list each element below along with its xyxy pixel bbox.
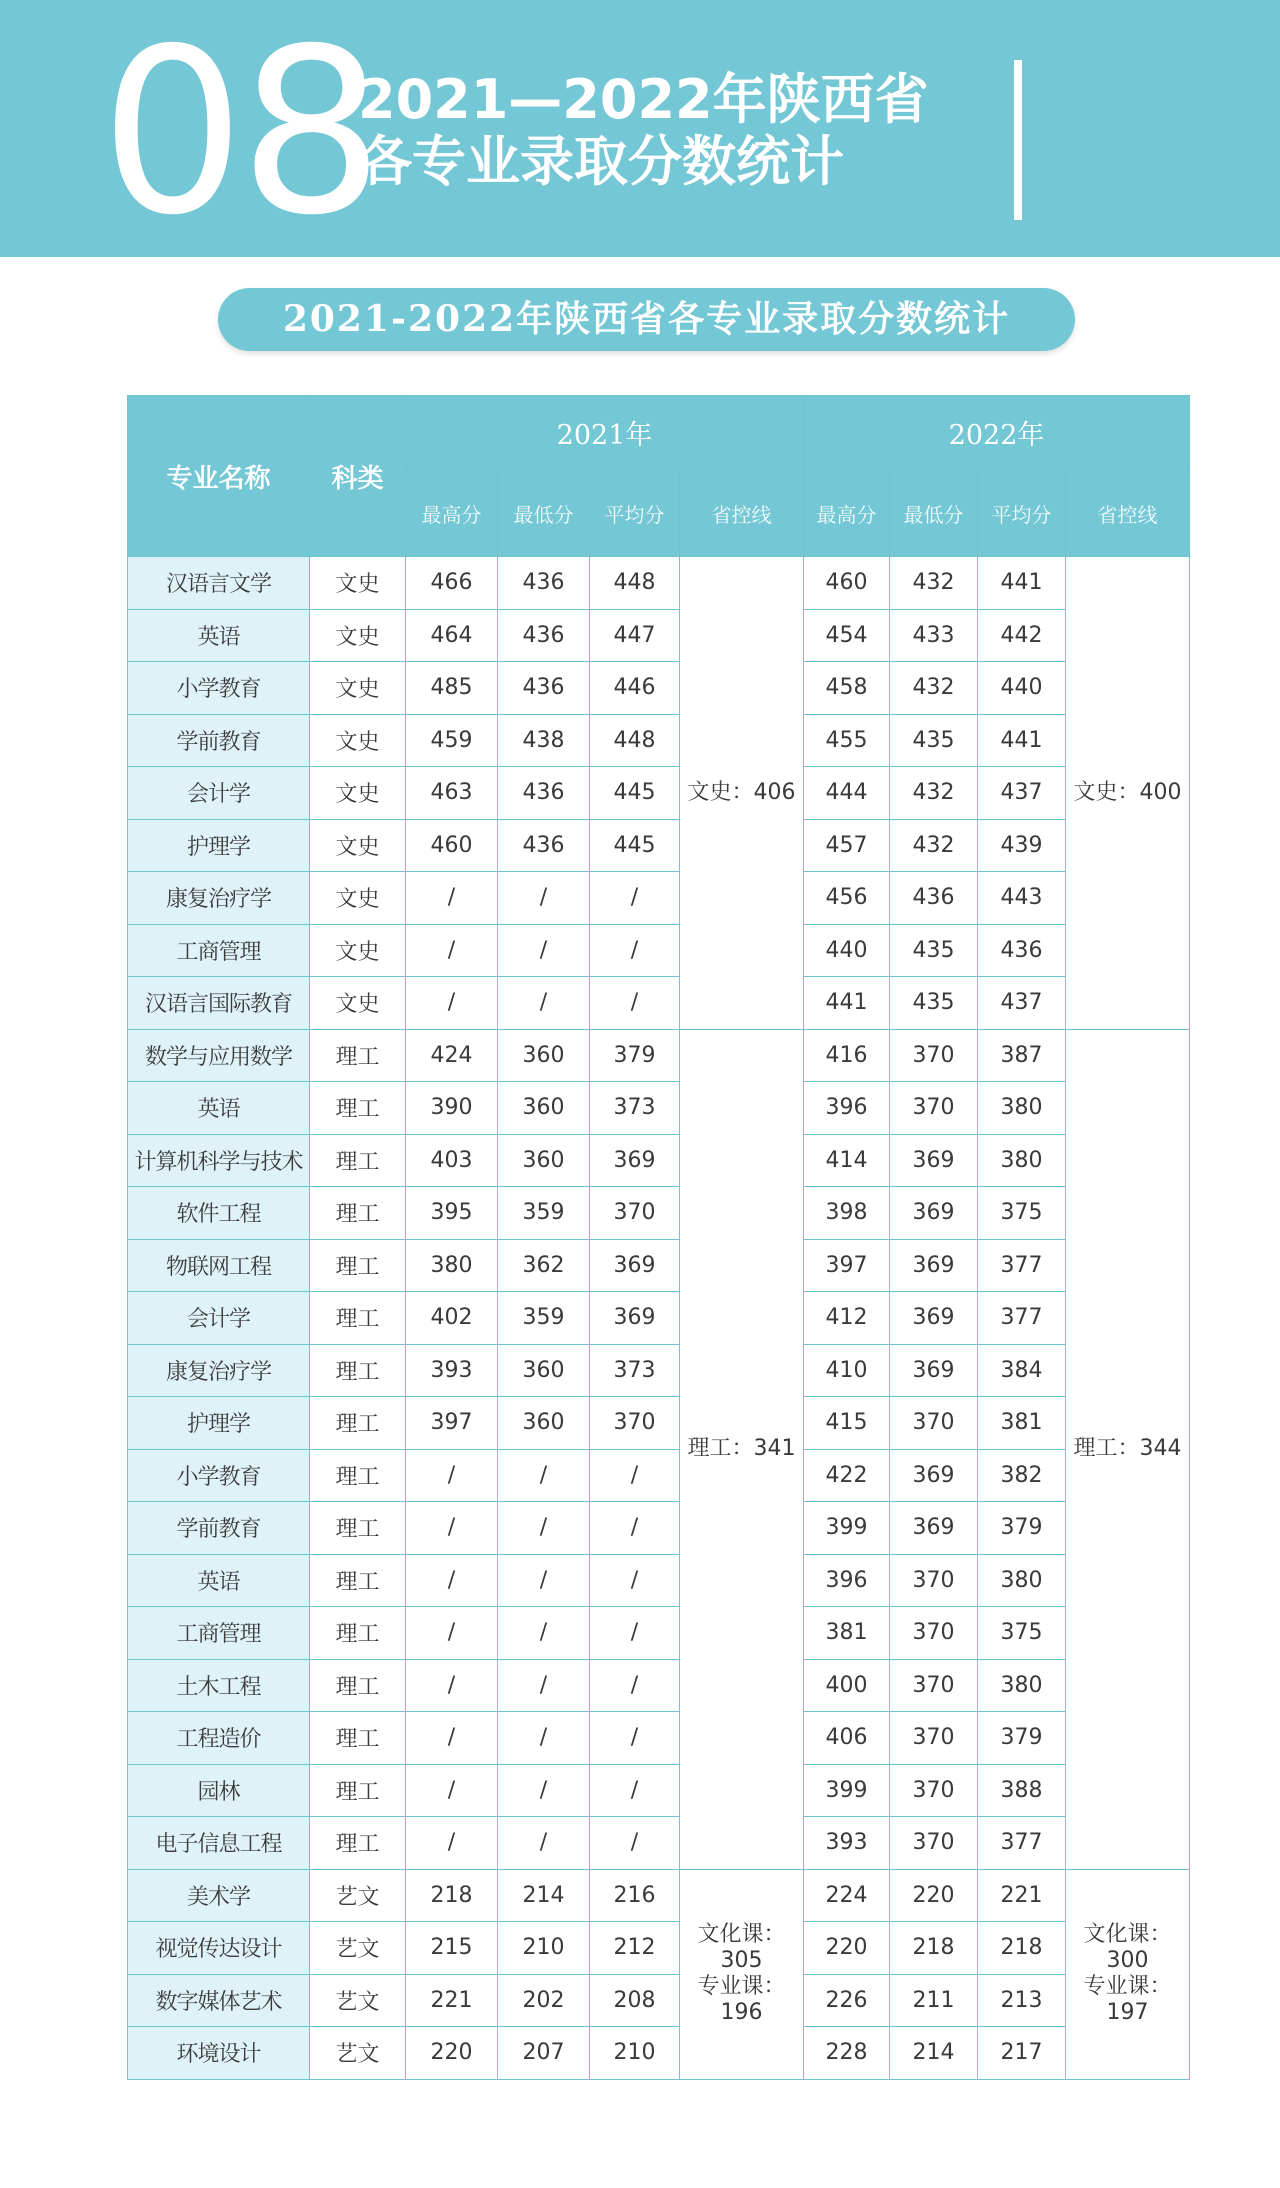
score-2022-min: 370: [890, 1817, 978, 1870]
score-2021-max: /: [406, 1659, 498, 1712]
score-2022-max: 397: [804, 1239, 890, 1292]
score-2021-min: 360: [498, 1134, 590, 1187]
page-header: [0, 0, 1280, 257]
score-2022-max: 458: [804, 662, 890, 715]
major-cell: 康复治疗学: [128, 1344, 310, 1397]
category-cell: 理工: [310, 1449, 406, 1502]
score-2022-max: 456: [804, 872, 890, 925]
score-2022-avg: 380: [978, 1082, 1066, 1135]
control-line-2021: 文化课：305 专业课：196: [680, 1869, 804, 2079]
major-cell: 工商管理: [128, 1607, 310, 1660]
category-cell: 文史: [310, 819, 406, 872]
score-2021-min: 436: [498, 819, 590, 872]
score-2022-max: 228: [804, 2027, 890, 2080]
score-2021-avg: 210: [590, 2027, 680, 2080]
category-cell: 理工: [310, 1134, 406, 1187]
score-2022-avg: 379: [978, 1502, 1066, 1555]
score-2022-avg: 217: [978, 2027, 1066, 2080]
score-2021-min: /: [498, 1502, 590, 1555]
score-2022-min: 432: [890, 767, 978, 820]
major-cell: 软件工程: [128, 1187, 310, 1240]
score-2021-min: 360: [498, 1029, 590, 1082]
score-2022-max: 444: [804, 767, 890, 820]
score-2021-min: /: [498, 977, 590, 1030]
score-2021-min: /: [498, 1712, 590, 1765]
score-2021-max: 393: [406, 1344, 498, 1397]
header-year-2021: 2021年: [406, 396, 804, 470]
score-2022-max: 399: [804, 1764, 890, 1817]
score-2022-max: 398: [804, 1187, 890, 1240]
score-2021-max: 218: [406, 1869, 498, 1922]
table-row: [128, 1712, 1190, 1765]
score-2021-avg: /: [590, 1554, 680, 1607]
score-2022-avg: 381: [978, 1397, 1066, 1450]
score-2021-avg: /: [590, 1502, 680, 1555]
score-2021-avg: 448: [590, 557, 680, 610]
control-line-2021: 理工：341: [680, 1029, 804, 1869]
score-2021-max: /: [406, 1712, 498, 1765]
table-row: [128, 1134, 1190, 1187]
major-cell: 美术学: [128, 1869, 310, 1922]
table-row: [128, 1974, 1190, 2027]
header-major: 专业名称: [128, 396, 310, 557]
score-2022-min: 211: [890, 1974, 978, 2027]
header-control-2021: 省控线: [680, 470, 804, 557]
score-2021-max: 466: [406, 557, 498, 610]
table-row: [128, 1029, 1190, 1082]
score-2021-max: 459: [406, 714, 498, 767]
score-2021-min: 360: [498, 1397, 590, 1450]
major-cell: 学前教育: [128, 1502, 310, 1555]
score-2022-max: 454: [804, 609, 890, 662]
score-2021-max: 402: [406, 1292, 498, 1345]
score-2022-min: 432: [890, 557, 978, 610]
score-2022-max: 455: [804, 714, 890, 767]
table-row: [128, 2027, 1190, 2080]
score-2021-avg: 370: [590, 1397, 680, 1450]
score-2021-min: /: [498, 1449, 590, 1502]
table-body: [128, 557, 1190, 2080]
score-2022-avg: 377: [978, 1292, 1066, 1345]
table-row: [128, 1239, 1190, 1292]
score-2021-min: 362: [498, 1239, 590, 1292]
score-2021-max: 390: [406, 1082, 498, 1135]
major-cell: 小学教育: [128, 662, 310, 715]
score-2022-max: 414: [804, 1134, 890, 1187]
score-2022-min: 369: [890, 1187, 978, 1240]
score-2021-min: 436: [498, 557, 590, 610]
table-row: [128, 1502, 1190, 1555]
table-title-banner: 2021-2022年陕西省各专业录取分数统计: [218, 288, 1075, 351]
major-cell: 物联网工程: [128, 1239, 310, 1292]
score-2022-max: 226: [804, 1974, 890, 2027]
header-year-2022: 2022年: [804, 396, 1190, 470]
score-2021-avg: /: [590, 1659, 680, 1712]
score-2022-min: 435: [890, 714, 978, 767]
score-2022-min: 369: [890, 1292, 978, 1345]
score-2022-min: 370: [890, 1712, 978, 1765]
score-2021-avg: /: [590, 1607, 680, 1660]
score-2021-avg: 447: [590, 609, 680, 662]
score-2022-max: 393: [804, 1817, 890, 1870]
score-2022-max: 460: [804, 557, 890, 610]
header-title-line1: 2021—2022年陕西省: [358, 68, 929, 131]
score-2021-max: 397: [406, 1397, 498, 1450]
score-2022-min: 214: [890, 2027, 978, 2080]
major-cell: 小学教育: [128, 1449, 310, 1502]
table-row: [128, 1554, 1190, 1607]
score-2022-min: 432: [890, 662, 978, 715]
category-cell: 理工: [310, 1397, 406, 1450]
score-2022-avg: 443: [978, 872, 1066, 925]
category-cell: 理工: [310, 1187, 406, 1240]
score-2022-avg: 441: [978, 714, 1066, 767]
score-2021-avg: 379: [590, 1029, 680, 1082]
major-cell: 英语: [128, 1554, 310, 1607]
category-cell: 文史: [310, 977, 406, 1030]
major-cell: 汉语言国际教育: [128, 977, 310, 1030]
score-2022-max: 440: [804, 924, 890, 977]
score-2022-min: 369: [890, 1449, 978, 1502]
header-avg-2021: 平均分: [590, 470, 680, 557]
table-row: [128, 819, 1190, 872]
score-2021-avg: /: [590, 872, 680, 925]
score-2022-max: 381: [804, 1607, 890, 1660]
score-2022-avg: 437: [978, 767, 1066, 820]
major-cell: 工商管理: [128, 924, 310, 977]
category-cell: 文史: [310, 662, 406, 715]
score-2021-max: 220: [406, 2027, 498, 2080]
major-cell: 视觉传达设计: [128, 1922, 310, 1975]
score-2021-min: 436: [498, 767, 590, 820]
score-2021-max: 380: [406, 1239, 498, 1292]
score-2022-min: 435: [890, 977, 978, 1030]
table-row: [128, 1922, 1190, 1975]
score-2021-avg: /: [590, 924, 680, 977]
section-number: 08: [100, 0, 379, 257]
major-cell: 汉语言文学: [128, 557, 310, 610]
table-row: [128, 924, 1190, 977]
header-divider: [1014, 60, 1022, 220]
score-2021-max: 464: [406, 609, 498, 662]
table-row: [128, 977, 1190, 1030]
category-cell: 艺文: [310, 1869, 406, 1922]
score-2022-avg: 218: [978, 1922, 1066, 1975]
score-2022-avg: 380: [978, 1554, 1066, 1607]
major-cell: 英语: [128, 1082, 310, 1135]
control-line-2022: 文史：400: [1066, 557, 1190, 1030]
score-2021-max: /: [406, 1449, 498, 1502]
score-2022-min: 370: [890, 1029, 978, 1082]
category-cell: 文史: [310, 767, 406, 820]
header-min-2022: 最低分: [890, 470, 978, 557]
category-cell: 理工: [310, 1344, 406, 1397]
score-2022-avg: 437: [978, 977, 1066, 1030]
score-2022-max: 399: [804, 1502, 890, 1555]
header-category: 科类: [310, 396, 406, 557]
score-2021-max: /: [406, 977, 498, 1030]
score-2022-max: 406: [804, 1712, 890, 1765]
table-row: [128, 609, 1190, 662]
major-cell: 计算机科学与技术: [128, 1134, 310, 1187]
table-row: [128, 1607, 1190, 1660]
score-2021-max: 395: [406, 1187, 498, 1240]
score-2022-min: 369: [890, 1134, 978, 1187]
header-control-2022: 省控线: [1066, 470, 1190, 557]
category-cell: 理工: [310, 1239, 406, 1292]
score-2021-avg: /: [590, 1712, 680, 1765]
score-2022-min: 435: [890, 924, 978, 977]
score-2021-max: 215: [406, 1922, 498, 1975]
category-cell: 文史: [310, 872, 406, 925]
score-2022-max: 400: [804, 1659, 890, 1712]
score-2021-avg: 208: [590, 1974, 680, 2027]
category-cell: 文史: [310, 557, 406, 610]
score-2022-avg: 442: [978, 609, 1066, 662]
major-cell: 康复治疗学: [128, 872, 310, 925]
major-cell: 数字媒体艺术: [128, 1974, 310, 2027]
score-2021-avg: /: [590, 977, 680, 1030]
table-row: [128, 1187, 1190, 1240]
score-2021-max: 463: [406, 767, 498, 820]
score-2022-avg: 388: [978, 1764, 1066, 1817]
category-cell: 理工: [310, 1292, 406, 1345]
major-cell: 护理学: [128, 819, 310, 872]
score-2022-avg: 377: [978, 1817, 1066, 1870]
score-2022-max: 441: [804, 977, 890, 1030]
score-2022-min: 220: [890, 1869, 978, 1922]
score-2021-min: 436: [498, 662, 590, 715]
score-2021-min: /: [498, 1554, 590, 1607]
score-2022-min: 370: [890, 1082, 978, 1135]
category-cell: 理工: [310, 1502, 406, 1555]
score-2021-min: 359: [498, 1187, 590, 1240]
table-row: [128, 714, 1190, 767]
major-cell: 工程造价: [128, 1712, 310, 1765]
table-row: [128, 1817, 1190, 1870]
score-2022-avg: 213: [978, 1974, 1066, 2027]
score-2021-max: /: [406, 1502, 498, 1555]
control-line-2021: 文史：406: [680, 557, 804, 1030]
score-2022-max: 220: [804, 1922, 890, 1975]
category-cell: 文史: [310, 714, 406, 767]
table-row: [128, 1397, 1190, 1450]
score-2022-avg: 375: [978, 1187, 1066, 1240]
score-2021-min: /: [498, 872, 590, 925]
score-2021-max: /: [406, 1554, 498, 1607]
header-min-2021: 最低分: [498, 470, 590, 557]
score-2021-avg: 448: [590, 714, 680, 767]
score-2022-min: 432: [890, 819, 978, 872]
score-2022-avg: 221: [978, 1869, 1066, 1922]
score-2022-avg: 380: [978, 1659, 1066, 1712]
major-cell: 会计学: [128, 1292, 310, 1345]
category-cell: 理工: [310, 1764, 406, 1817]
score-2021-max: /: [406, 1764, 498, 1817]
table-row: [128, 872, 1190, 925]
major-cell: 电子信息工程: [128, 1817, 310, 1870]
score-2021-avg: 212: [590, 1922, 680, 1975]
score-2021-max: /: [406, 1607, 498, 1660]
score-2021-avg: 445: [590, 767, 680, 820]
table-row: [128, 557, 1190, 610]
score-2021-avg: /: [590, 1764, 680, 1817]
score-2022-avg: 379: [978, 1712, 1066, 1765]
admission-scores-table: [127, 395, 1190, 2080]
score-2021-avg: 369: [590, 1239, 680, 1292]
category-cell: 理工: [310, 1712, 406, 1765]
table-row: [128, 767, 1190, 820]
score-2021-min: 360: [498, 1344, 590, 1397]
score-2022-max: 415: [804, 1397, 890, 1450]
score-2021-max: /: [406, 924, 498, 977]
control-line-2022: 文化课：300 专业课：197: [1066, 1869, 1190, 2079]
score-2021-min: 360: [498, 1082, 590, 1135]
score-2021-avg: /: [590, 1817, 680, 1870]
score-2021-min: /: [498, 924, 590, 977]
score-2021-min: 438: [498, 714, 590, 767]
score-2021-avg: 373: [590, 1082, 680, 1135]
header-title-line2: 各专业录取分数统计: [358, 130, 844, 193]
score-2021-avg: 369: [590, 1292, 680, 1345]
score-2021-max: /: [406, 1817, 498, 1870]
table-row: [128, 1869, 1190, 1922]
table-row: [128, 1344, 1190, 1397]
category-cell: 理工: [310, 1659, 406, 1712]
category-cell: 文史: [310, 924, 406, 977]
category-cell: 理工: [310, 1607, 406, 1660]
score-2022-min: 370: [890, 1659, 978, 1712]
score-2022-avg: 380: [978, 1134, 1066, 1187]
score-2021-min: /: [498, 1659, 590, 1712]
major-cell: 土木工程: [128, 1659, 310, 1712]
score-2022-avg: 440: [978, 662, 1066, 715]
table-row: [128, 662, 1190, 715]
score-2022-min: 370: [890, 1607, 978, 1660]
header-max-2022: 最高分: [804, 470, 890, 557]
category-cell: 艺文: [310, 1974, 406, 2027]
score-2021-min: 207: [498, 2027, 590, 2080]
score-2022-max: 224: [804, 1869, 890, 1922]
score-2021-min: /: [498, 1764, 590, 1817]
category-cell: 艺文: [310, 1922, 406, 1975]
score-2021-avg: 370: [590, 1187, 680, 1240]
score-2021-avg: 446: [590, 662, 680, 715]
major-cell: 学前教育: [128, 714, 310, 767]
major-cell: 数学与应用数学: [128, 1029, 310, 1082]
score-2022-max: 410: [804, 1344, 890, 1397]
score-2021-min: /: [498, 1607, 590, 1660]
score-2021-max: 424: [406, 1029, 498, 1082]
score-2022-min: 369: [890, 1239, 978, 1292]
score-2022-min: 370: [890, 1764, 978, 1817]
score-2021-avg: 373: [590, 1344, 680, 1397]
score-2021-min: 359: [498, 1292, 590, 1345]
score-2021-avg: 445: [590, 819, 680, 872]
table-row: [128, 1764, 1190, 1817]
major-cell: 英语: [128, 609, 310, 662]
score-2022-max: 396: [804, 1554, 890, 1607]
score-2022-max: 457: [804, 819, 890, 872]
score-2022-min: 369: [890, 1502, 978, 1555]
score-2022-avg: 436: [978, 924, 1066, 977]
score-2021-avg: /: [590, 1449, 680, 1502]
category-cell: 文史: [310, 609, 406, 662]
score-2021-min: 214: [498, 1869, 590, 1922]
category-cell: 理工: [310, 1029, 406, 1082]
table-row: [128, 1449, 1190, 1502]
score-2021-min: 436: [498, 609, 590, 662]
score-2022-avg: 382: [978, 1449, 1066, 1502]
score-2022-min: 433: [890, 609, 978, 662]
category-cell: 理工: [310, 1554, 406, 1607]
score-2022-max: 422: [804, 1449, 890, 1502]
score-2021-max: 221: [406, 1974, 498, 2027]
major-cell: 园林: [128, 1764, 310, 1817]
category-cell: 艺文: [310, 2027, 406, 2080]
score-2022-avg: 384: [978, 1344, 1066, 1397]
score-2022-avg: 377: [978, 1239, 1066, 1292]
header-avg-2022: 平均分: [978, 470, 1066, 557]
major-cell: 会计学: [128, 767, 310, 820]
score-2021-min: 202: [498, 1974, 590, 2027]
table-row: [128, 1082, 1190, 1135]
header-max-2021: 最高分: [406, 470, 498, 557]
score-2022-max: 416: [804, 1029, 890, 1082]
score-2022-min: 218: [890, 1922, 978, 1975]
score-2021-avg: 216: [590, 1869, 680, 1922]
major-cell: 环境设计: [128, 2027, 310, 2080]
score-2022-min: 369: [890, 1344, 978, 1397]
score-2022-min: 370: [890, 1554, 978, 1607]
score-2021-min: 210: [498, 1922, 590, 1975]
major-cell: 护理学: [128, 1397, 310, 1450]
table-row: [128, 1659, 1190, 1712]
score-2022-max: 412: [804, 1292, 890, 1345]
score-2021-avg: 369: [590, 1134, 680, 1187]
score-2021-max: 460: [406, 819, 498, 872]
category-cell: 理工: [310, 1817, 406, 1870]
score-2022-avg: 441: [978, 557, 1066, 610]
score-2022-avg: 375: [978, 1607, 1066, 1660]
score-2021-min: /: [498, 1817, 590, 1870]
score-2022-min: 436: [890, 872, 978, 925]
score-2022-max: 396: [804, 1082, 890, 1135]
score-2021-max: /: [406, 872, 498, 925]
score-2021-max: 403: [406, 1134, 498, 1187]
score-2022-min: 370: [890, 1397, 978, 1450]
category-cell: 理工: [310, 1082, 406, 1135]
table-row: [128, 1292, 1190, 1345]
score-2021-max: 485: [406, 662, 498, 715]
score-2022-avg: 439: [978, 819, 1066, 872]
control-line-2022: 理工：344: [1066, 1029, 1190, 1869]
score-2022-avg: 387: [978, 1029, 1066, 1082]
